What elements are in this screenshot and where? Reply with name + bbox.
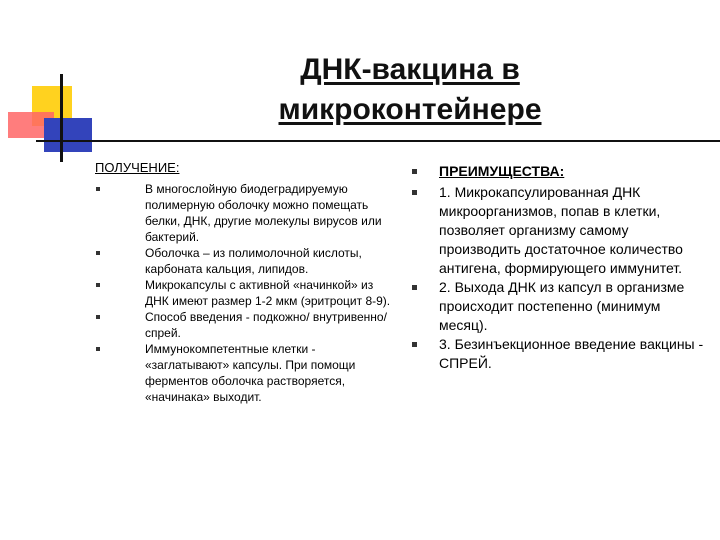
list-item-text: 2. Выхода ДНК из капсул в организме происходит постепенно (минимум месяц). xyxy=(439,279,685,333)
bullet-square-icon xyxy=(96,251,100,255)
bullet-square-icon xyxy=(96,315,100,319)
bullet-square-icon xyxy=(412,190,417,195)
list-item xyxy=(95,341,395,405)
list-item xyxy=(412,278,712,335)
list-item-text: 1. Микрокапсулированная ДНК микроорганизмов, попав в клетки, позволяет организму самому производить достаточное количество антигена, формирующего иммунитет. xyxy=(439,184,683,276)
list-item-text: Микрокапсулы с активной «начинкой» из ДНК имеют размер 1-2 мкм (эритроцит 8-9). xyxy=(145,278,391,308)
list-item xyxy=(95,181,395,245)
right-bullet-list xyxy=(412,162,712,373)
left-column-heading: ПОЛУЧЕНИЕ: xyxy=(95,160,180,175)
left-column xyxy=(95,160,395,405)
list-item-text: В многослойную биодеградируемую полимерную оболочку можно помещать белки, ДНК, другие молекулы вирусов или бактерий. xyxy=(145,182,382,244)
decor-blue-square xyxy=(44,118,92,152)
bullet-square-icon xyxy=(96,283,100,287)
bullet-square-icon xyxy=(412,285,417,290)
list-item xyxy=(412,335,712,373)
list-item-text: Способ введения - подкожно/ внутривенно/ спрей. xyxy=(145,310,387,340)
list-item xyxy=(95,309,395,341)
bullet-square-icon xyxy=(412,342,417,347)
list-item-text: 3. Безинъекционное введение вакцины - СПРЕЙ. xyxy=(439,336,704,371)
decor-vertical-line xyxy=(60,74,63,162)
list-item xyxy=(95,277,395,309)
right-column-heading xyxy=(412,162,712,181)
slide-title-line-2: микроконтейнере xyxy=(278,93,542,126)
title-divider-line xyxy=(36,140,720,142)
right-heading-text: ПРЕИМУЩЕСТВА: xyxy=(439,163,565,179)
right-column xyxy=(412,162,712,373)
list-item-text: Иммунокомпетентные клетки - «заглатывают» капсулы. При помощи ферментов оболочка растворяется, «начинака» выходит. xyxy=(145,342,356,404)
left-bullet-list xyxy=(95,181,395,405)
slide-title xyxy=(190,50,630,130)
bullet-square-icon xyxy=(96,187,100,191)
slide-title-line-1: ДНК-вакцина в xyxy=(300,53,520,86)
list-item-text: Оболочка – из полимолочной кислоты, карбоната кальция, липидов. xyxy=(145,246,362,276)
list-item xyxy=(95,245,395,277)
list-item xyxy=(412,183,712,278)
bullet-square-icon xyxy=(96,347,100,351)
bullet-square-icon xyxy=(412,169,417,174)
